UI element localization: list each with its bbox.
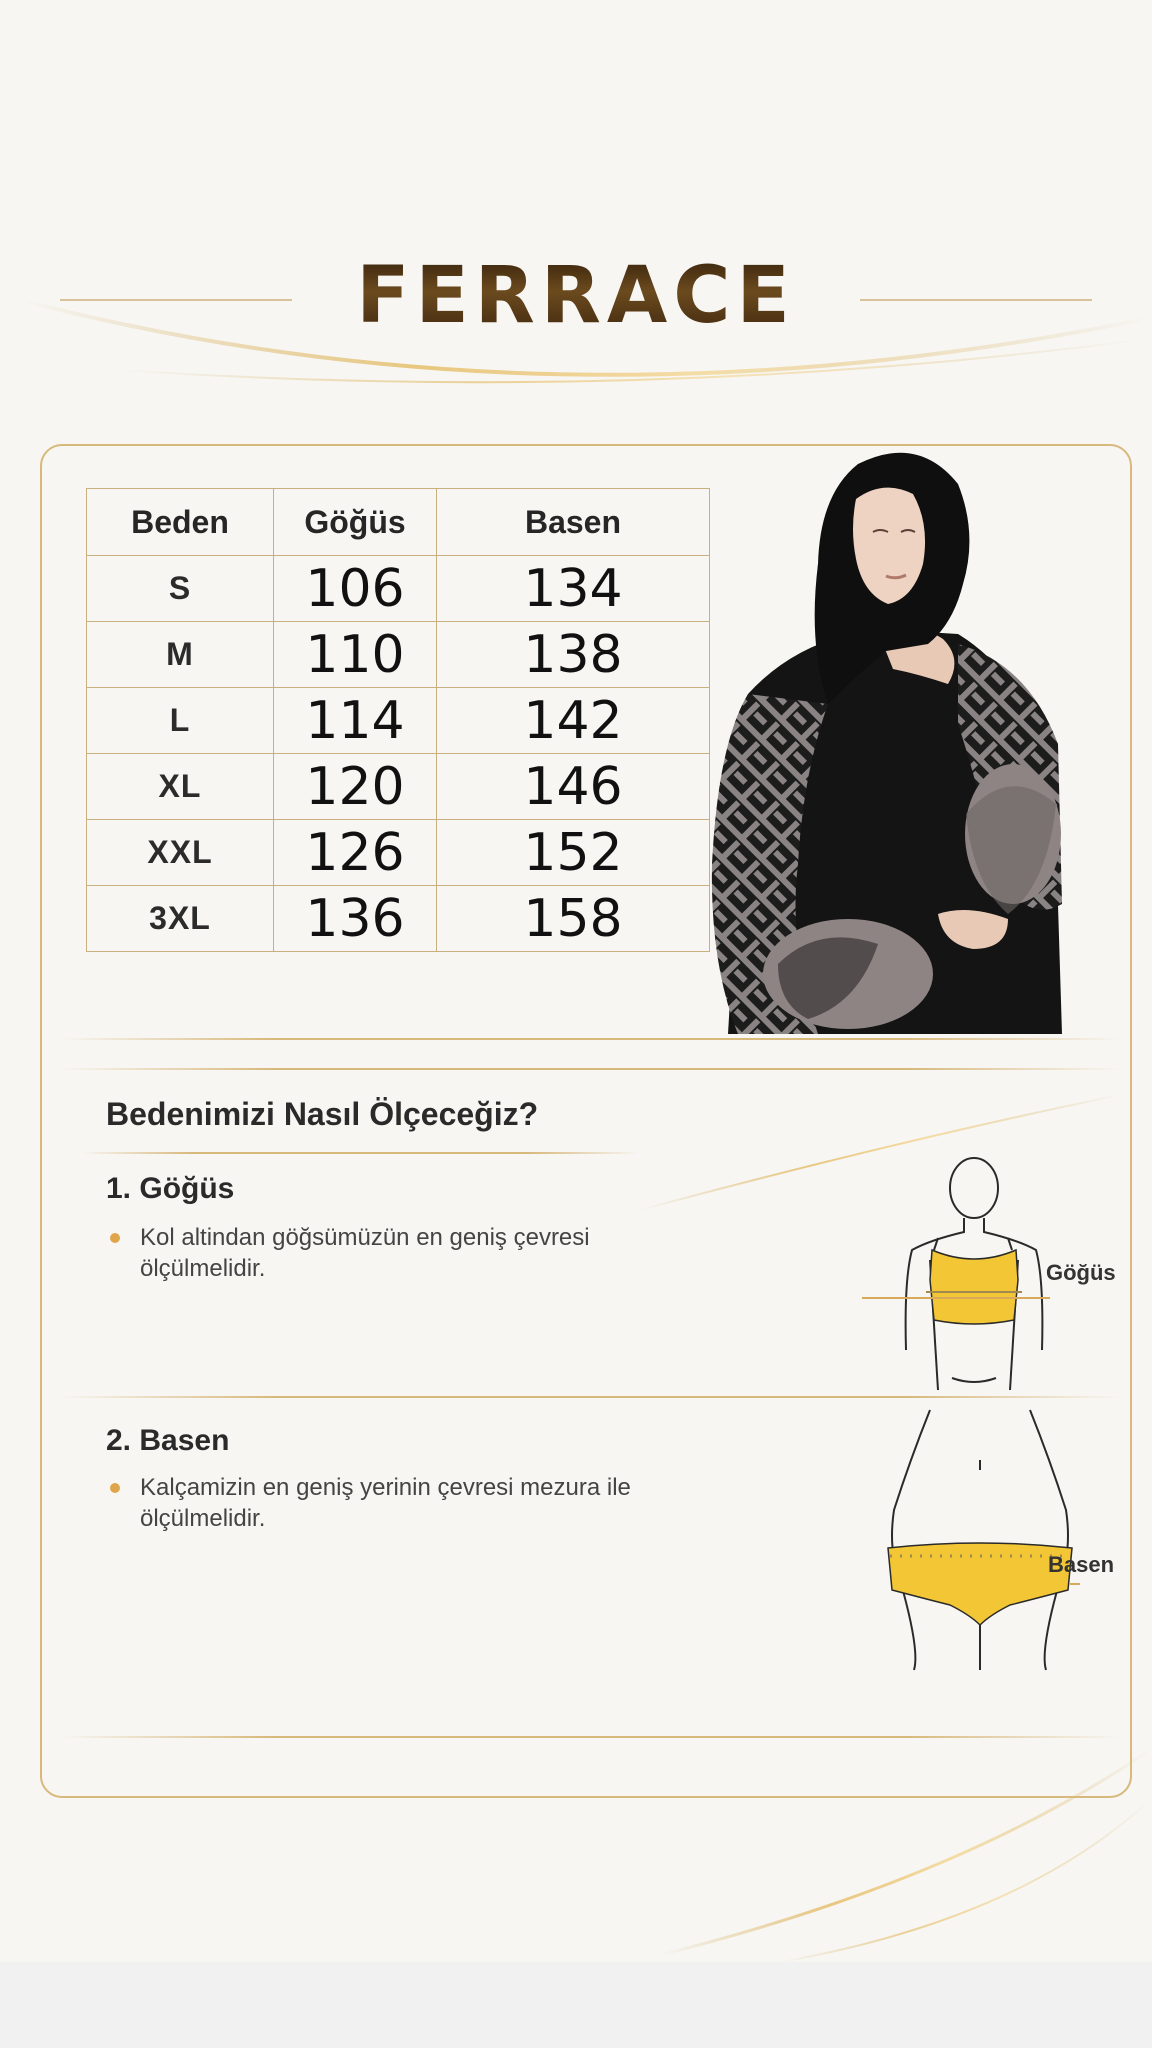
size-cell: L [87,688,274,754]
step-chest-text-line: ölçülmelidir. [140,1255,266,1282]
column-header-chest: Göğüs [274,489,437,556]
size-cell: S [87,556,274,622]
hip-cell: 152 [437,820,710,886]
model-photo [708,444,1062,1034]
step-chest-text-line: Kol altindan göğsümüzün en geniş çevresi [140,1224,590,1251]
size-cell: 3XL [87,886,274,952]
guide-title: Bedenimizi Nasıl Ölçeceğiz? [106,1096,539,1132]
hip-figure-label: Basen [1048,1552,1115,1577]
step-chest-text [140,1222,590,1284]
hip-cell: 146 [437,754,710,820]
chest-cell: 110 [274,622,437,688]
chest-figure-label: Göğüs [1046,1260,1116,1285]
hip-measure-figure [880,1400,1080,1680]
hip-cell: 142 [437,688,710,754]
table-row [87,820,710,886]
bullet-icon [110,1483,120,1493]
divider-line [60,1736,1120,1738]
hip-cell: 134 [437,556,710,622]
hip-cell: 138 [437,622,710,688]
column-header-size: Beden [87,489,274,556]
divider-line [60,1068,1120,1070]
step-hip-text-line: Kalçamizin en geniş yerinin çevresi mezura ile [140,1474,631,1501]
step-hip-text-line: ölçülmelidir. [140,1505,266,1532]
table-row [87,622,710,688]
hip-cell: 158 [437,886,710,952]
size-table [86,488,710,952]
chest-cell: 126 [274,820,437,886]
chest-measure-figure [860,1150,1060,1400]
guide-title-underline [80,1152,640,1154]
table-row [87,886,710,952]
bullet-icon [110,1233,120,1243]
table-row [87,556,710,622]
chest-cell: 114 [274,688,437,754]
chest-cell: 136 [274,886,437,952]
chest-cell: 106 [274,556,437,622]
step-hip-title: 2. Basen [106,1424,230,1457]
table-row [87,688,710,754]
table-header-row [87,489,710,556]
chest-cell: 120 [274,754,437,820]
divider-line [60,1038,1120,1040]
step-chest-title: 1. Göğüs [106,1172,235,1205]
size-cell: XXL [87,820,274,886]
size-cell: XL [87,754,274,820]
size-cell: M [87,622,274,688]
step-hip-text [140,1472,631,1534]
bottom-strip [0,1962,1152,2048]
column-header-hip: Basen [437,489,710,556]
brand-title: FERRACE [0,248,1152,344]
table-row [87,754,710,820]
